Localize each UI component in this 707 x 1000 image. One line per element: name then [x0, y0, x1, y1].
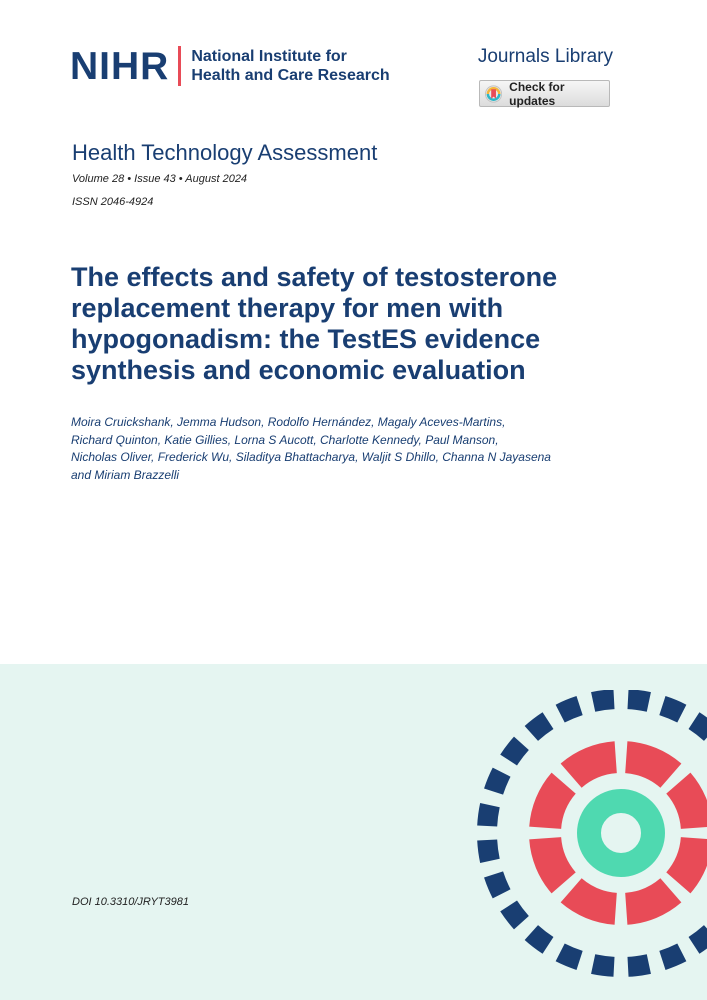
middle-ring-segment: [625, 741, 681, 787]
middle-ring-segment: [561, 741, 617, 787]
middle-ring-segment: [666, 837, 707, 893]
middle-ring-segment: [561, 878, 617, 924]
outer-ring-segment: [484, 768, 510, 795]
issn: ISSN 2046-4924: [72, 196, 154, 208]
outer-ring-segment: [500, 901, 529, 930]
outer-ring-segment: [591, 954, 614, 977]
title-line: synthesis and economic evaluation: [71, 355, 526, 385]
decorative-rings-graphic: [476, 690, 707, 1000]
journal-title: Health Technology Assessment: [72, 140, 378, 165]
outer-ring-segment: [556, 696, 583, 722]
middle-ring-segment: [625, 878, 681, 924]
logo-line-2: Health and Care Research: [191, 67, 390, 84]
outer-ring-segment: [627, 690, 650, 712]
middle-ring-segment: [529, 773, 575, 829]
outer-ring-segment: [627, 954, 650, 977]
title-line: The effects and safety of testosterone: [71, 262, 558, 292]
logo-divider: [178, 46, 181, 86]
outer-ring-segment: [500, 737, 529, 766]
author-line: Moira Cruickshank, Jemma Hudson, Rodolfo Hernández, Magaly Aceves-Martins,: [71, 415, 506, 429]
author-line: and Miriam Brazzelli: [71, 467, 180, 482]
outer-ring-segment: [525, 712, 554, 741]
outer-ring-segment: [477, 803, 500, 826]
outer-ring-segment: [477, 839, 500, 862]
author-list: [71, 414, 631, 484]
check-for-updates-label: Check for updates: [509, 79, 565, 108]
title-line: replacement therapy for men with: [71, 293, 504, 323]
outer-ring-segment: [525, 925, 554, 954]
update-badge-icon: [485, 85, 502, 103]
outer-ring-segment: [689, 925, 707, 954]
nihr-logo: [70, 46, 390, 86]
outer-ring-segment: [659, 943, 686, 969]
check-for-updates-button[interactable]: [479, 80, 610, 107]
title-line: hypogonadism: the TestES evidence: [71, 324, 541, 354]
middle-ring-segment: [529, 837, 575, 893]
outer-ring-segment: [484, 871, 510, 898]
issue-line: Volume 28 • Issue 43 • August 2024: [72, 173, 248, 185]
outer-ring-segment: [591, 690, 614, 712]
middle-ring-segment: [666, 773, 707, 829]
inner-ring: [589, 801, 653, 865]
outer-ring-segment: [556, 943, 583, 969]
doi: DOI 10.3310/JRYT3981: [72, 896, 189, 908]
journals-library-label: Journals Library: [477, 46, 613, 67]
article-title: [71, 262, 611, 386]
logo-line-1: National Institute for: [191, 48, 347, 65]
outer-ring-segment: [659, 696, 686, 722]
middle-ring: [529, 741, 707, 925]
author-line: Richard Quinton, Katie Gillies, Lorna S Aucott, Charlotte Kennedy, Paul Manson,: [71, 432, 499, 447]
logo-mark: NIHR: [70, 44, 170, 88]
logo-text: [191, 47, 389, 85]
author-line: Nicholas Oliver, Frederick Wu, Siladitya Bhattacharya, Waljit S Dhillo, Channa N Jayasena: [71, 450, 551, 464]
outer-ring-segment: [689, 712, 707, 741]
